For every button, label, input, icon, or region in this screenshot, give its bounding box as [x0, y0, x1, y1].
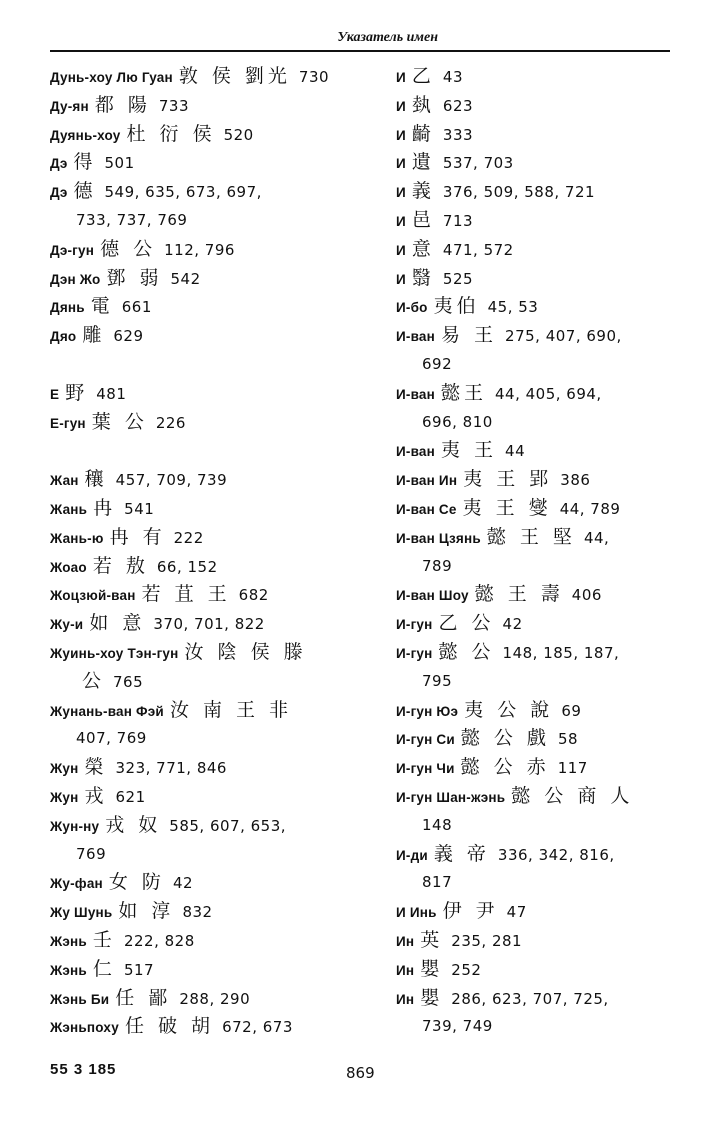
index-entry-continuation	[396, 1012, 686, 1041]
entry-chinese: 若 敖	[92, 554, 149, 577]
entry-pages: 407, 769	[76, 729, 147, 748]
index-entry	[50, 177, 370, 206]
entry-pages: 222, 828	[123, 931, 195, 950]
entry-chinese: 女 防	[108, 871, 165, 894]
index-entry	[396, 436, 686, 465]
index-entry	[50, 379, 370, 408]
index-entry-continuation	[396, 552, 686, 581]
entry-name: И	[396, 271, 406, 287]
entry-chinese: 埶	[411, 93, 435, 116]
entry-chinese: 如 淳	[118, 900, 175, 923]
entry-name: Жоао	[50, 559, 87, 575]
entry-name: И	[396, 70, 406, 85]
entry-name: Дэ	[50, 185, 68, 201]
entry-pages: 323, 771, 846	[115, 759, 227, 778]
entry-chinese: 仁	[92, 957, 116, 980]
entry-chinese: 電	[90, 295, 114, 318]
entry-chinese: 夷伯	[433, 295, 480, 318]
entry-name: Е	[50, 386, 60, 402]
entry-pages: 621	[115, 787, 146, 806]
entry-chinese: 都 陽	[94, 93, 151, 116]
entry-pages: 42	[502, 615, 523, 634]
entry-name: Дяо	[50, 329, 77, 345]
entry-name: И-гун Юэ	[396, 703, 459, 719]
entry-chinese: 翳	[411, 266, 435, 289]
entry-name: Жэнь	[50, 962, 87, 978]
entry-pages: 336, 342, 816,	[497, 845, 615, 864]
entry-chinese: 葉 公	[91, 410, 148, 433]
entry-pages: 629	[113, 327, 144, 346]
entry-name: И-бо	[396, 300, 428, 316]
entry-chinese: 戎	[84, 784, 108, 807]
index-entry	[396, 62, 686, 91]
index-entry	[50, 91, 370, 120]
index-entry-continuation	[396, 811, 686, 840]
index-entry	[396, 609, 686, 638]
entry-name: И-гун	[396, 645, 433, 661]
entry-chinese: 英	[420, 928, 444, 951]
index-entry	[50, 897, 370, 926]
entry-pages: 286, 623, 707, 725,	[451, 989, 609, 1008]
entry-name: Жун	[50, 761, 79, 777]
entry-pages: 730	[298, 68, 330, 86]
entry-chinese: 榮	[84, 756, 108, 779]
entry-name: И-ди	[396, 847, 428, 863]
entry-pages: 252	[451, 960, 482, 979]
index-entry	[396, 523, 686, 552]
entry-name: Жан	[50, 473, 79, 489]
entry-pages: 817	[422, 873, 453, 892]
entry-pages: 471, 572	[442, 240, 514, 259]
index-entry	[50, 868, 370, 897]
entry-pages: 112, 796	[164, 240, 235, 259]
index-entry	[50, 465, 370, 494]
entry-name: Дэн Жо	[50, 271, 101, 287]
entry-chinese: 鄧 弱	[106, 266, 163, 289]
entry-pages: 226	[155, 413, 186, 432]
entry-pages: 47	[506, 903, 527, 922]
entry-name: И-ван Цзянь	[396, 530, 481, 546]
index-entry	[396, 696, 686, 725]
entry-name: Жань	[50, 501, 88, 517]
entry-name: И-ван Шоу	[396, 588, 469, 604]
entry-name: И	[396, 185, 406, 201]
entry-chinese: 乙 公	[438, 612, 495, 635]
index-entry	[50, 580, 370, 609]
entry-pages: 541	[124, 499, 155, 518]
entry-pages: 58	[557, 730, 579, 749]
entry-chinese: 德 公	[100, 237, 157, 260]
index-entry	[50, 523, 370, 552]
entry-chinese: 公	[82, 669, 106, 692]
index-entry	[50, 638, 370, 667]
index-entry	[50, 264, 370, 293]
entry-name: Ду-ян	[50, 98, 89, 114]
entry-pages: 537, 703	[442, 154, 514, 173]
entry-name: И	[396, 156, 406, 172]
entry-name: Жун	[50, 789, 79, 805]
entry-pages: 370, 701, 822	[153, 615, 265, 634]
entry-chinese: 任 鄙	[115, 986, 172, 1009]
entry-pages: 517	[123, 960, 155, 979]
entry-pages: 739, 749	[422, 1017, 493, 1036]
entry-chinese: 若 苴 王	[141, 583, 231, 606]
index-entry	[50, 62, 370, 91]
entry-pages: 549, 635, 673, 697,	[104, 183, 262, 202]
header-title: Указатель имен	[337, 30, 438, 45]
entry-chinese: 懿 王 堅	[486, 525, 576, 548]
entry-pages: 520	[223, 125, 254, 144]
index-entry	[396, 840, 686, 869]
entry-pages: 789	[422, 556, 453, 575]
blank-line	[50, 350, 370, 379]
index-entry-continuation	[396, 868, 686, 897]
entry-name: И-гун Чи	[396, 761, 455, 777]
entry-chinese: 懿 王 壽	[474, 583, 564, 606]
index-entry	[50, 235, 370, 264]
entry-name: И-ван	[396, 329, 435, 345]
index-entry	[396, 148, 686, 177]
index-entry	[396, 984, 686, 1013]
index-entry	[396, 177, 686, 206]
entry-pages: 682	[238, 586, 269, 605]
entry-pages: 713	[442, 211, 474, 230]
entry-pages: 733	[158, 96, 190, 115]
index-entry	[50, 609, 370, 638]
index-entry-continuation	[50, 840, 370, 869]
entry-pages: 333	[442, 125, 474, 144]
entry-chinese: 嬰	[420, 957, 444, 980]
entry-pages: 406	[571, 586, 602, 605]
entry-pages: 44	[505, 442, 526, 461]
index-entry-continuation	[50, 667, 370, 696]
entry-chinese: 冉	[93, 496, 117, 519]
entry-chinese: 乙	[411, 65, 435, 87]
entry-pages: 765	[113, 672, 144, 691]
index-entry	[396, 580, 686, 609]
index-entry	[50, 1012, 370, 1041]
index-entry	[50, 811, 370, 840]
entry-chinese: 德	[73, 180, 97, 203]
entry-pages: 44, 405, 694,	[495, 384, 602, 403]
index-entry	[50, 955, 370, 984]
entry-name: Ин	[396, 962, 415, 978]
entry-chinese: 齮	[411, 122, 435, 145]
index-entry	[50, 148, 370, 177]
entry-name: Жу-фан	[50, 876, 103, 892]
blank-line	[50, 436, 370, 465]
index-entry	[396, 379, 686, 408]
entry-name: Жу Шунь	[50, 905, 113, 921]
entry-chinese: 任 破 胡	[124, 1015, 215, 1038]
index-entry-continuation	[396, 667, 686, 696]
entry-name: Жэнь Би	[50, 991, 110, 1007]
entry-pages: 769	[76, 844, 107, 863]
entry-pages: 832	[182, 903, 213, 922]
entry-name: И-гун	[396, 617, 433, 633]
entry-chinese: 義 帝	[433, 842, 490, 865]
entry-pages: 692	[422, 354, 453, 373]
entry-pages: 733, 737, 769	[76, 210, 188, 229]
entry-name: И	[396, 242, 406, 258]
entry-chinese: 伊 尹	[442, 900, 499, 923]
entry-name: Дунь-хоу Лю Гуан	[50, 70, 173, 85]
index-entry	[396, 235, 686, 264]
page-number: 869	[346, 1064, 375, 1082]
entry-name: Жэнь	[50, 933, 87, 949]
entry-name: Дянь	[50, 300, 85, 316]
entry-pages: 222	[173, 528, 204, 547]
index-entry	[396, 638, 686, 667]
entry-name: Ин	[396, 991, 415, 1007]
index-entry	[50, 753, 370, 782]
entry-pages: 148	[422, 815, 453, 834]
entry-name: Жань-ю	[50, 530, 104, 546]
entry-pages: 672, 673	[222, 1018, 293, 1037]
index-entry	[50, 984, 370, 1013]
entry-name: Жэньпоху	[50, 1020, 119, 1036]
entry-name: Е-гун	[50, 415, 86, 431]
entry-chinese: 杜 衍 侯	[126, 122, 216, 145]
entry-pages: 623	[442, 96, 474, 115]
index-entry	[396, 897, 686, 926]
entry-pages: 481	[96, 384, 127, 403]
entry-pages: 42	[172, 874, 194, 893]
index-entry-continuation	[50, 724, 370, 753]
entry-chinese: 義	[411, 180, 435, 203]
index-entry	[50, 292, 370, 321]
entry-chinese: 敦 侯 劉光	[178, 65, 291, 87]
entry-pages: 45, 53	[487, 298, 539, 317]
entry-chinese: 懿王	[440, 381, 487, 404]
entry-pages: 457, 709, 739	[115, 471, 228, 490]
entry-chinese: 邑	[411, 208, 435, 231]
entry-chinese: 夷 王 燮	[462, 496, 552, 519]
index-entry	[50, 408, 370, 437]
entry-pages: 43	[442, 68, 464, 86]
entry-name: И-гун Си	[396, 732, 455, 748]
entry-chinese: 意	[411, 237, 435, 260]
entry-name: Дэ	[50, 156, 68, 172]
entry-name: Дэ-гун	[50, 242, 95, 258]
entry-pages: 386	[560, 471, 591, 490]
index-entry	[50, 552, 370, 581]
index-entry	[50, 321, 370, 350]
entry-chinese: 穰	[84, 468, 108, 491]
printer-signature: 55 3 185	[50, 1061, 117, 1078]
index-entry	[396, 753, 686, 782]
entry-pages: 117	[557, 759, 588, 778]
index-column-right	[396, 62, 686, 1041]
entry-chinese: 懿 公 商 人	[511, 784, 634, 807]
running-header	[50, 26, 670, 52]
entry-name: Жу-и	[50, 617, 84, 633]
entry-name: Дуянь-хоу	[50, 127, 121, 143]
entry-chinese: 夷 公 說	[464, 698, 554, 721]
index-entry	[396, 264, 686, 293]
entry-name: И-ван Се	[396, 501, 457, 517]
index-entry	[396, 955, 686, 984]
index-entry	[396, 926, 686, 955]
entry-chinese: 如 意	[89, 612, 146, 635]
index-entry	[396, 494, 686, 523]
entry-chinese: 遺	[411, 151, 435, 174]
entry-chinese: 雕	[82, 324, 106, 347]
entry-chinese: 冉 有	[109, 525, 166, 548]
entry-name: И Инь	[396, 905, 437, 921]
index-entry	[50, 120, 370, 149]
entry-pages: 66, 152	[156, 557, 218, 576]
index-entry	[396, 321, 686, 350]
index-entry	[50, 494, 370, 523]
entry-name: И	[396, 127, 406, 143]
entry-chinese: 夷 王	[440, 439, 498, 462]
entry-pages: 376, 509, 588, 721	[442, 183, 596, 202]
index-entry	[396, 724, 686, 753]
index-entry	[50, 926, 370, 955]
index-entry-continuation	[396, 408, 686, 437]
entry-pages: 235, 281	[451, 931, 523, 950]
index-entry	[396, 465, 686, 494]
index-entry	[50, 782, 370, 811]
entry-pages: 288, 290	[179, 989, 251, 1008]
index-entry	[50, 696, 370, 725]
entry-name: И-ван Ин	[396, 473, 458, 489]
entry-pages: 696, 810	[422, 412, 493, 431]
entry-pages: 661	[121, 298, 152, 317]
entry-name: И-ван	[396, 444, 435, 460]
index-entry	[396, 292, 686, 321]
entry-pages: 542	[170, 269, 201, 288]
entry-pages: 44,	[583, 528, 610, 547]
entry-chinese: 汝 南 王 非	[169, 698, 293, 721]
entry-name: И	[396, 98, 406, 114]
entry-name: И	[396, 213, 406, 229]
entry-chinese: 夷 王 郢	[463, 468, 553, 491]
entry-pages: 148, 185, 187,	[502, 643, 620, 662]
entry-pages: 44, 789	[559, 499, 621, 518]
entry-pages: 795	[422, 671, 453, 690]
index-entry-continuation	[396, 350, 686, 379]
entry-pages: 525	[442, 269, 474, 288]
index-column-left	[50, 62, 370, 1041]
entry-name: И-гун Шан-жэнь	[396, 789, 506, 805]
index-entry-continuation	[50, 206, 370, 235]
entry-chinese: 汝 陰 侯 滕	[184, 640, 307, 663]
index-entry	[396, 120, 686, 149]
entry-pages: 501	[104, 154, 135, 173]
entry-name: Жун-ну	[50, 818, 100, 834]
entry-chinese: 壬	[92, 928, 116, 951]
entry-pages: 585, 607, 653,	[169, 816, 287, 835]
entry-name: Жунань-ван Фэй	[50, 703, 164, 719]
entry-name: И-ван	[396, 386, 435, 402]
entry-name: Ин	[396, 933, 415, 949]
entry-chinese: 易 王	[440, 324, 498, 347]
index-entry	[396, 782, 686, 811]
entry-chinese: 戎 奴	[105, 813, 162, 836]
entry-chinese: 懿 公 戲	[460, 727, 550, 750]
entry-chinese: 野	[65, 381, 89, 404]
entry-chinese: 懿 公 赤	[460, 756, 550, 779]
entry-pages: 69	[561, 701, 582, 720]
index-entry	[396, 91, 686, 120]
entry-chinese: 嬰	[420, 986, 444, 1009]
index-entry	[396, 206, 686, 235]
entry-chinese: 懿 公	[438, 640, 495, 663]
entry-name: Жуинь-хоу Тэн-гун	[50, 645, 179, 661]
entry-name: Жоцзюй-ван	[50, 588, 136, 604]
entry-chinese: 得	[73, 151, 97, 174]
entry-pages: 275, 407, 690,	[505, 327, 622, 346]
